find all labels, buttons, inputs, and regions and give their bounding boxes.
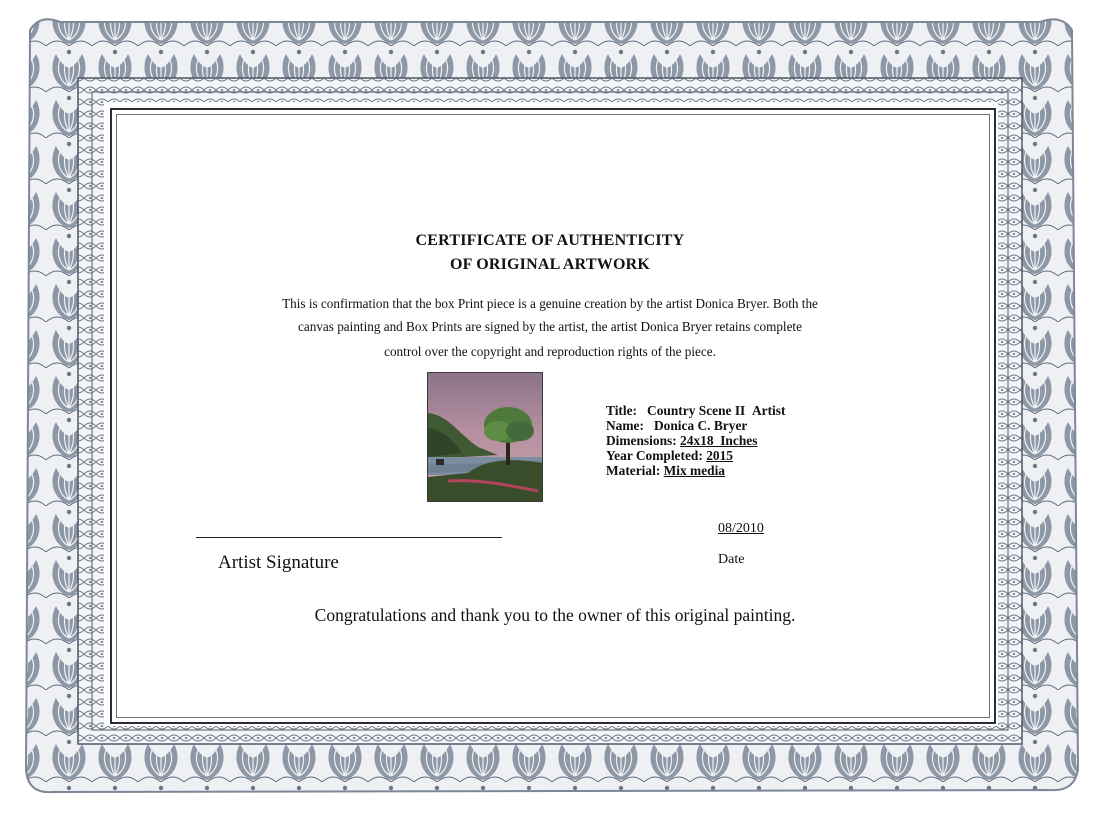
title-label: Title: xyxy=(606,403,637,418)
detail-row-name xyxy=(606,418,785,433)
date-value: 08/2010 xyxy=(718,521,764,536)
name-label: Name: xyxy=(606,418,644,433)
year-value: 2015 xyxy=(706,448,733,463)
date-label: Date xyxy=(718,552,745,567)
certificate-panel xyxy=(110,108,996,724)
detail-row-title xyxy=(606,403,785,418)
name-value: Donica C. Bryer xyxy=(653,418,748,433)
detail-row-dimensions xyxy=(606,433,785,448)
confirmation-text-line2: canvas painting and Box Prints are signed by the artist, the artist Donica Bryer retains complete xyxy=(298,319,802,334)
artwork-image xyxy=(427,372,543,502)
certificate-title-line1: CERTIFICATE OF AUTHENTICITY xyxy=(415,232,685,249)
dimensions-value: 24x18 Inches xyxy=(680,433,758,448)
year-label: Year Completed: xyxy=(606,448,703,463)
title-value: Country Scene II xyxy=(647,403,746,418)
material-label: Material: xyxy=(606,463,661,478)
detail-row-material xyxy=(606,463,785,478)
confirmation-text-line3: control over the copyright and reproduction rights of the piece. xyxy=(384,344,716,359)
congratulations-text: Congratulations and thank you to the owner of this original painting. xyxy=(314,605,796,625)
artist-label: Artist xyxy=(751,403,786,418)
artist-signature-label: Artist Signature xyxy=(218,552,339,573)
material-value: Mix media xyxy=(663,463,726,478)
confirmation-text-line1: This is confirmation that the box Print piece is a genuine creation by the artist Donica Bryer. Both the xyxy=(282,296,818,311)
certificate-title-line2: OF ORIGINAL ARTWORK xyxy=(449,256,650,273)
signature-line xyxy=(196,537,502,538)
dimensions-label: Dimensions: xyxy=(606,433,677,448)
detail-row-year xyxy=(606,448,785,463)
artwork-details xyxy=(606,403,785,478)
